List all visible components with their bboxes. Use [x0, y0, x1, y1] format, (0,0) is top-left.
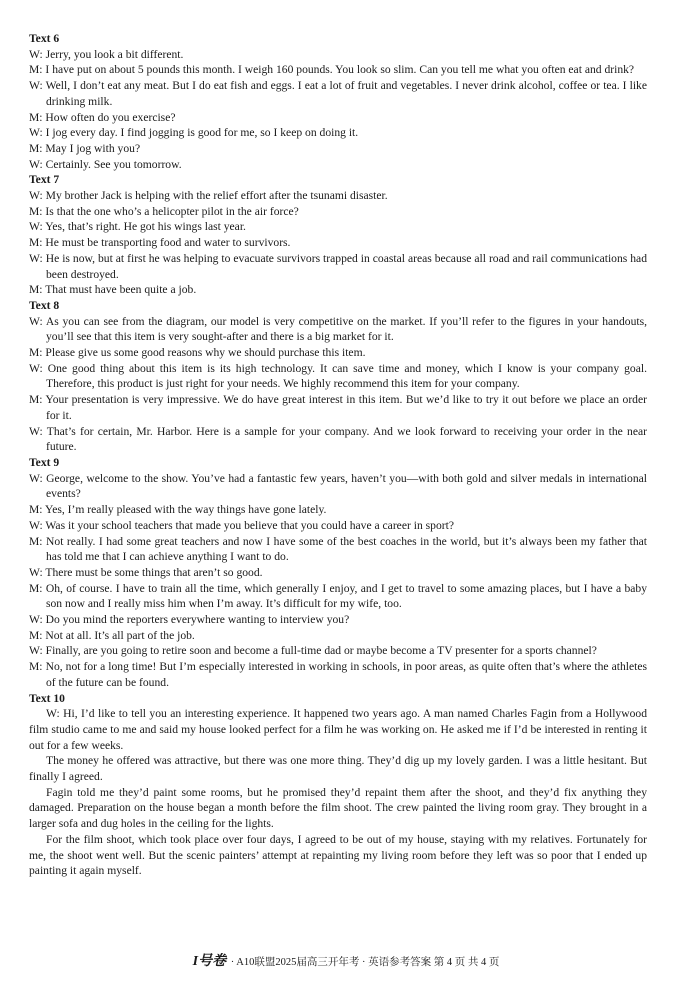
- dialogue-line: W: He is now, but at first he was helping to evacuate survivors trapped in coastal areas because all road and rail communications had been destroyed.: [29, 251, 647, 281]
- section-heading: Text 6: [29, 32, 60, 45]
- section-heading: Text 9: [29, 455, 60, 469]
- dialogue-line: W: Was it your school teachers that made you believe that you could have a career in sport?: [29, 518, 454, 532]
- dialogue-line: M: Please give us some good reasons why we should purchase this item.: [29, 346, 366, 360]
- dialogue-line: M: That must have been quite a job.: [29, 283, 197, 297]
- dialogue-line: W: That’s for certain, Mr. Harbor. Here is a sample for your company. And we look forward to receiving your order in the near future.: [29, 424, 647, 454]
- publisher-logo: I号卷: [192, 954, 227, 969]
- dialogue-section: [29, 455, 647, 691]
- dialogue-section: [29, 298, 647, 455]
- dialogue-line: M: Is that the one who’s a helicopter pilot in the air force?: [29, 204, 299, 218]
- dialogue-line: W: Well, I don’t eat any meat. But I do eat fish and eggs. I eat a lot of fruit and vegetables. I never drink alcohol, coffee or tea. I like drinking milk.: [29, 79, 647, 108]
- dialogue-line: W: My brother Jack is helping with the relief effort after the tsunami disaster.: [29, 189, 388, 203]
- dialogue-line: W: One good thing about this item is its high technology. It can save time and money, which I know is your company goal. Therefore, this product is just right for your needs. We highly recommend this item for your company.: [29, 361, 647, 391]
- text-10-section: [29, 691, 647, 879]
- dialogue-line: M: How often do you exercise?: [29, 110, 176, 124]
- section-heading: Text 7: [29, 173, 60, 187]
- dialogue-line: M: Your presentation is very impressive. We do have great interest in this item. But we’d like to try it out before we place an order for it.: [29, 393, 647, 422]
- dialogue-line: M: May I jog with you?: [29, 141, 141, 155]
- dialogue-sections: [29, 31, 647, 691]
- paragraph: For the film shoot, which took place over four days, I agreed to be out of my house, staying with my relatives. Fortunately for me, the shoot went well. But the scenic painters’ attempt at repainting my living room before they left was so poor that I ended up painting it again myself.: [29, 832, 647, 878]
- dialogue-line: W: As you can see from the diagram, our model is very competitive on the market. If you’ll refer to the figures in your handouts, you’ll see that this item is very sought-after and there is a big market for it.: [29, 314, 647, 344]
- dialogue-line: M: He must be transporting food and water to survivors.: [29, 236, 291, 250]
- section-heading: Text 8: [29, 298, 60, 312]
- dialogue-line: M: Yes, I’m really pleased with the way things have gone lately.: [29, 503, 327, 517]
- dialogue-line: W: There must be some things that aren’t so good.: [29, 565, 263, 579]
- dialogue-line: M: I have put on about 5 pounds this month. I weigh 160 pounds. You look so slim. Can you tell me what you often eat and drink?: [29, 63, 635, 77]
- paragraph: The money he offered was attractive, but there was one more thing. They’d dig up my lovely garden. I was a little hesitant. But finally I agreed.: [29, 754, 647, 784]
- dialogue-section: [29, 172, 647, 298]
- dialogue-line: M: Not at all. It’s all part of the job.: [29, 628, 195, 642]
- dialogue-line: W: Certainly. See you tomorrow.: [29, 157, 182, 171]
- section-heading: Text 10: [29, 691, 65, 705]
- paragraph: Fagin told me they’d paint some rooms, but he promised they’d repaint them after the shoot, and they’d fix anything they damaged. Preparation on the house began a month before the film shoot. The crew painted the living room gray. They brought in a larger sofa and dug holes in the ceiling for the lights.: [29, 785, 647, 831]
- dialogue-line: M: Oh, of course. I have to train all the time, which generally I enjoy, and I get to travel to some amazing places, but I have a baby son now and I really miss him when I’m away. It’s difficult for my wife, too.: [29, 581, 647, 611]
- dialogue-line: W: Jerry, you look a bit different.: [29, 47, 184, 61]
- dialogue-line: W: Do you mind the reporters everywhere wanting to interview you?: [29, 613, 350, 627]
- dialogue-line: M: No, not for a long time! But I’m especially interested in working in schools, in poor areas, as quite often that’s where the athletes of the future can be found.: [29, 660, 647, 689]
- dialogue-line: W: I jog every day. I find jogging is good for me, so I keep on doing it.: [29, 126, 359, 140]
- dialogue-line: M: Not really. I had some great teachers and now I have some of the best coaches in the world, but it’s always been my father that has told me that I can achieve anything I want to do.: [29, 534, 647, 564]
- answer-document: [29, 31, 647, 879]
- dialogue-section: [29, 31, 647, 172]
- footer-text: · A10联盟2025届高三开年考 · 英语参考答案 第 4 页 共 4 页: [230, 957, 500, 968]
- dialogue-line: W: Yes, that’s right. He got his wings last year.: [29, 220, 246, 234]
- paragraph: W: Hi, I’d like to tell you an interesting experience. It happened two years ago. A man named Charles Fagin from a Hollywood film studio came to me and said my house looked perfect for a film he was working on. He asked me if I’d be interested in renting it out for a few weeks.: [29, 707, 647, 752]
- dialogue-line: W: Finally, are you going to retire soon and become a full-time dad or maybe become a TV presenter for a sports channel?: [29, 644, 597, 658]
- page-footer: [0, 955, 692, 970]
- dialogue-line: W: George, welcome to the show. You’ve had a fantastic few years, haven’t you—with both gold and silver medals in international events?: [29, 471, 647, 501]
